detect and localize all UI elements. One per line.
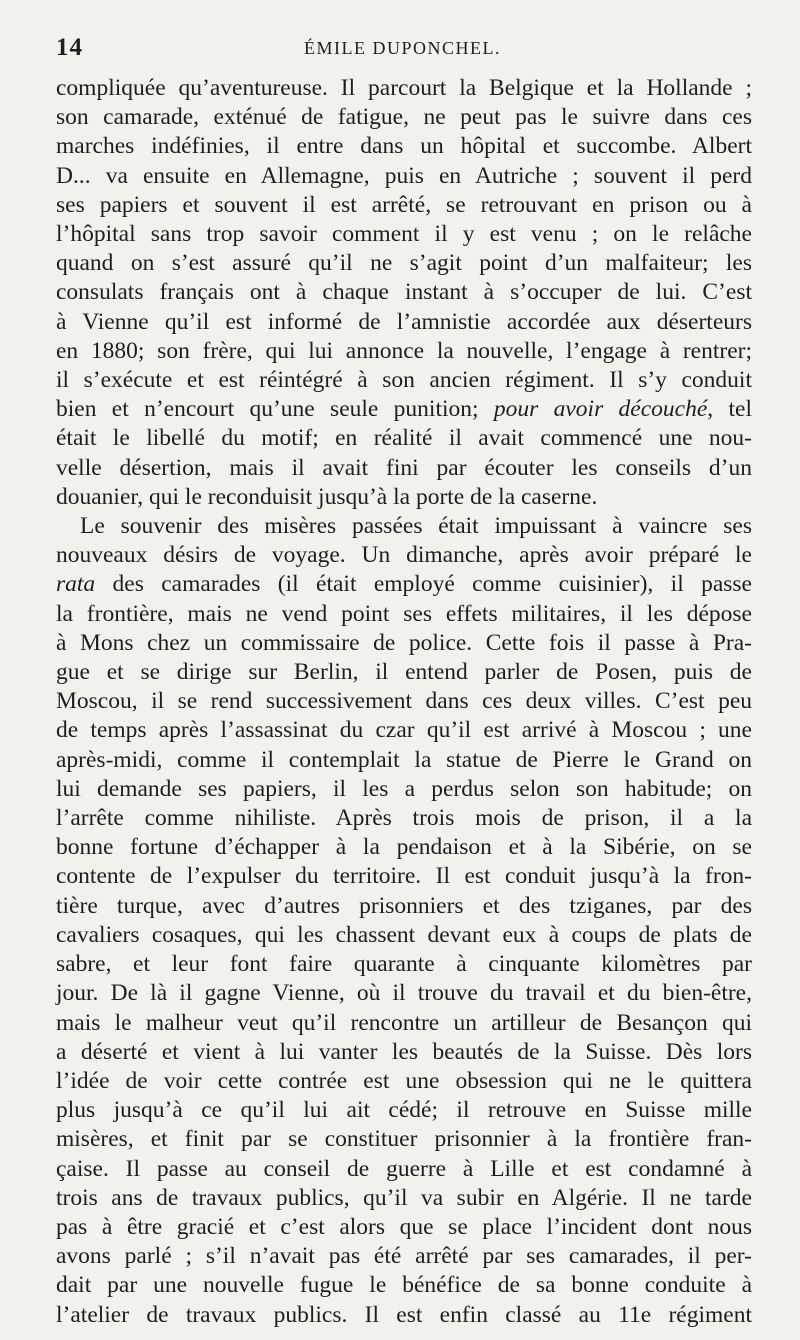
text-line: sabre, et leur font faire quarante à cinquante kilomètres par bbox=[56, 951, 752, 978]
text-segment: , tel bbox=[707, 396, 752, 423]
text-line: de temps après l’assassinat du czar qu’il est arrivé à Moscou ; une bbox=[56, 717, 752, 744]
text-line: son camarade, exténué de fatigue, ne peut pas le suivre dans ces bbox=[56, 104, 752, 131]
text-line: lui demande ses papiers, il les a perdus selon son habitude; on bbox=[56, 775, 752, 802]
text-line: cavaliers cosaques, qui les chassent devant eux à coups de plats de bbox=[56, 921, 752, 948]
text-line-with-italic bbox=[56, 570, 752, 599]
text-line: était le libellé du motif; en réalité il avait commencé une nou- bbox=[56, 425, 752, 452]
text-line: à Vienne qu’il est informé de l’amnistie accordée aux déserteurs bbox=[56, 308, 752, 335]
text-line: gue et se dirige sur Berlin, il entend parler de Posen, puis de bbox=[56, 659, 752, 686]
text-line: douanier, qui le reconduisit jusqu’à la porte de la caserne. bbox=[56, 483, 598, 510]
italic-word: rata bbox=[56, 571, 96, 598]
text-segment: bien et n’encourt qu’une seule punition; bbox=[56, 396, 494, 423]
text-line: Le souvenir des misères passées était impuissant à vaincre ses bbox=[80, 513, 752, 540]
text-line: à Mons chez un commissaire de police. Cette fois il passe à Pra- bbox=[56, 629, 752, 656]
paragraph-2 bbox=[56, 512, 756, 1330]
text-line: consulats français ont à chaque instant à s’occuper de lui. C’est bbox=[56, 279, 752, 306]
text-line: il s’exécute et est réintégré à son ancien régiment. Il s’y conduit bbox=[56, 367, 752, 394]
text-line: jour. De là il gagne Vienne, où il trouve du travail et du bien-être, bbox=[56, 980, 752, 1007]
text-line: l’atelier de travaux publics. Il est enfin classé au 11e régiment bbox=[56, 1301, 752, 1328]
text-line: Moscou, il se rend successivement dans ces deux villes. C’est peu bbox=[56, 688, 752, 715]
text-line: en 1880; son frère, qui lui annonce la nouvelle, l’engage à rentrer; bbox=[56, 337, 752, 364]
text-line: velle désertion, mais il avait fini par écouter les conseils d’un bbox=[56, 454, 752, 481]
text-line: pas à être gracié et c’est alors que se place l’incident dont nous bbox=[56, 1213, 752, 1240]
text-line: avons parlé ; s’il n’avait pas été arrêté par ses camarades, il per- bbox=[56, 1243, 752, 1270]
text-line: l’hôpital sans trop savoir comment il y est venu ; on le relâche bbox=[56, 221, 752, 248]
text-line: dait par une nouvelle fugue le bénéfice de sa bonne conduite à bbox=[56, 1272, 752, 1299]
text-line: compliquée qu’aventureuse. Il parcourt la Belgique et la Hollande ; bbox=[56, 75, 752, 101]
text-line: quand on s’est assuré qu’il ne s’agit point d’un malfaiteur; les bbox=[56, 250, 752, 277]
text-line: après-midi, comme il contemplait la statue de Pierre le Grand on bbox=[56, 746, 752, 773]
italic-phrase: pour avoir découché bbox=[493, 396, 708, 423]
text-segment: des camarades (il était employé comme cuisinier), il passe bbox=[95, 571, 752, 598]
page-number: 14 bbox=[56, 34, 83, 61]
text-line: contente de l’expulser du territoire. Il est conduit jusqu’à la fron- bbox=[56, 863, 752, 890]
text-line: la frontière, mais ne vend point ses effets militaires, il les dépose bbox=[56, 600, 752, 627]
text-line: tière turque, avec d’autres prisonniers et des tziganes, par des bbox=[56, 892, 752, 919]
text-line: l’arrête comme nihiliste. Après trois mois de prison, il a la bbox=[56, 805, 752, 832]
paragraph-1 bbox=[56, 74, 756, 512]
text-line: trois ans de travaux publics, qu’il va subir en Algérie. Il ne tarde bbox=[56, 1184, 752, 1211]
text-line: nouveaux désirs de voyage. Un dimanche, après avoir préparé le bbox=[56, 542, 752, 569]
body-text bbox=[56, 74, 756, 1330]
text-line-with-italic bbox=[56, 395, 752, 424]
text-line: l’idée de voir cette contrée est une obsession qui ne le quittera bbox=[56, 1067, 752, 1094]
running-title: ÉMILE DUPONCHEL. bbox=[304, 38, 501, 58]
running-header bbox=[56, 30, 756, 74]
text-line: ses papiers et souvent il est arrêté, se retrouvant en prison ou à bbox=[56, 191, 752, 218]
text-line: misères, et finit par se constituer prisonnier à la frontière fran- bbox=[56, 1126, 752, 1153]
text-line: çaise. Il passe au conseil de guerre à Lille et est condamné à bbox=[56, 1155, 752, 1182]
text-line: a déserté et vient à lui vanter les beautés de la Suisse. Dès lors bbox=[56, 1038, 752, 1065]
text-line: bonne fortune d’échapper à la pendaison et à la Sibérie, on se bbox=[56, 834, 752, 861]
text-line: plus jusqu’à ce qu’il lui ait cédé; il retrouve en Suisse mille bbox=[56, 1097, 752, 1124]
text-line: mais le malheur veut qu’il rencontre un artilleur de Besançon qui bbox=[56, 1009, 752, 1036]
text-line: marches indéfinies, il entre dans un hôpital et succombe. Albert bbox=[56, 133, 752, 160]
text-line: D... va ensuite en Allemagne, puis en Autriche ; souvent il perd bbox=[56, 162, 752, 189]
